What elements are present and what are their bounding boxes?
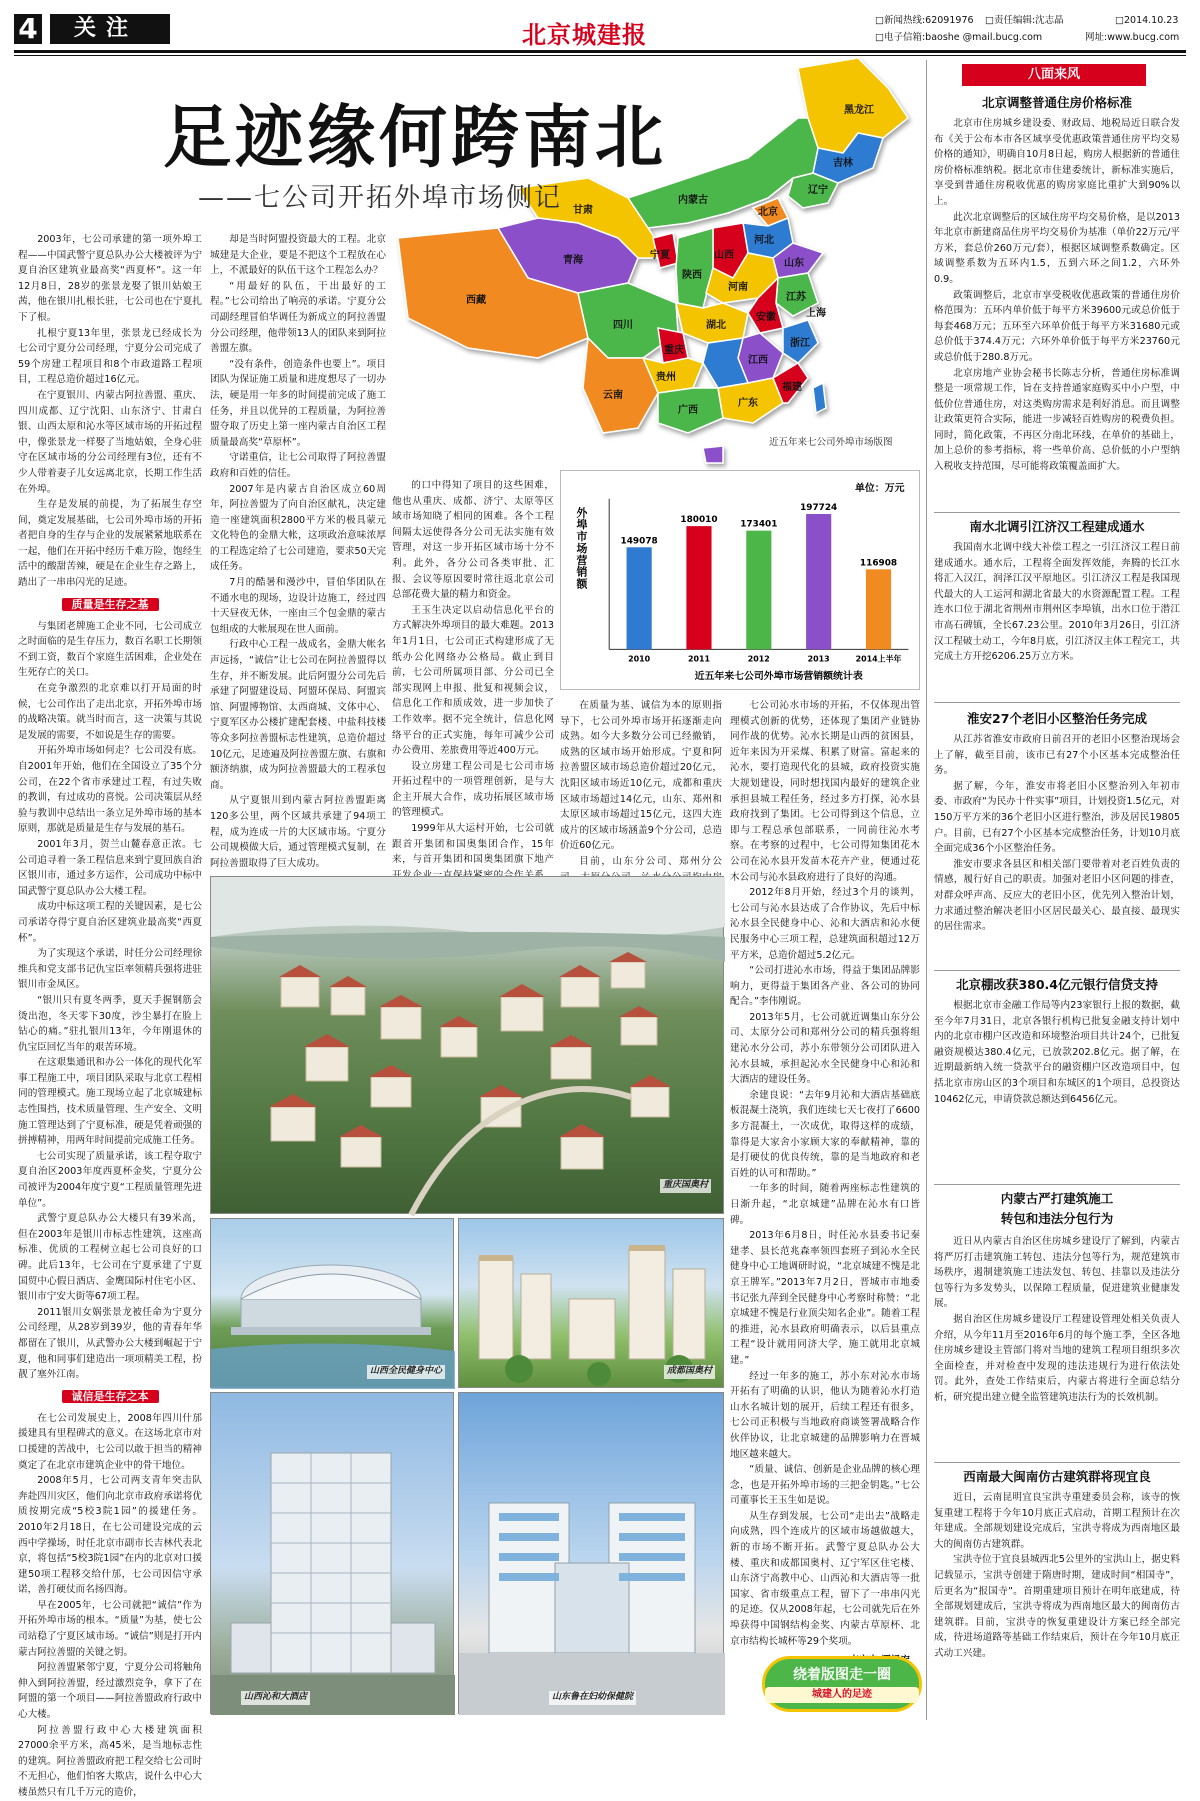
map-label: 辽宁	[808, 185, 828, 196]
photo-caption: 成都国奥村	[664, 1365, 715, 1379]
news-body	[934, 1490, 1180, 1716]
paragraph: 从江苏省淮安市政府日前召开的老旧小区整治现场会上了解，截至目前，该市已有27个小区基本完成整治任务。	[934, 734, 1180, 777]
paragraph: 在质量为基、诚信为本的原则指导下，七公司外埠市场开拓逐渐走向成熟。如今大多数分公司已经撤销，成熟的区域市场开始形成。宁夏和阿拉善盟区域市场总造价超过20亿元，沈阳区域市场近10亿元，成都和重庆区域市场超过14亿元，山东、郑州和太原区域市场超过15亿元，这四大连成片的区域市场涵盖9个分公司，总造价近60亿元。	[560, 700, 722, 852]
paragraph: 政策调整后，北京市享受税收优惠政策的普通住房价格范围为：五环内单价低于每平方米39600元或总价低于每套468万元；五环至六环单价低于每平方米31680元或总价低于374.4万元；六环外单价低于每平方米23760元或总价低于280.8万元。	[934, 289, 1180, 363]
chart-value-label: 197724	[800, 503, 838, 514]
map-label: 广西	[678, 405, 698, 416]
paragraph: 经过一年多的施工，苏小东对沁水市场开拓有了明确的认识，他认为随着沁水打造山水名城计划的展开，后续工程还有很多，七公司正积极与当地政府商谈签署战略合作伙伴协议，让北京城建的品牌影响力在晋城地区越来越大。	[730, 1370, 920, 1460]
paragraph: “没有条件，创造条件也要上”。项目团队为保证施工质量和进度想尽了一切办法，硬是用一年多的时间提前完成了施工任务，并且以优异的工程质量，为阿拉善盟夺取了历史上第一座内蒙古自治区工程质量最高奖“草原杯”。	[210, 358, 386, 448]
photo-shanxi-fitness-center	[210, 1218, 454, 1388]
right-column-tag: 八面来风	[962, 64, 1146, 86]
divider	[934, 1462, 1180, 1463]
map-label: 浙江	[790, 338, 810, 349]
paragraph: 2001年3月，贺兰山麓春意正浓。七公司追寻着一条工程信息来到宁夏回族自治区银川市，通过多方运作，公司成功中标中国武警宁夏总队办公大楼工程。	[18, 838, 202, 897]
map-region-taiwan	[813, 383, 826, 413]
map-label: 福建	[782, 382, 802, 393]
paragraph: 淮安市要求各县区和相关部门要带着对老百姓负责的情感，履行好自己的职责。加强对老旧小区问题的排查，对群众呼声高、反应大的老旧小区，优先列入整治计划，力求通过整治解决老旧小区居民最关心、最直接、最现实的居住需求。	[934, 858, 1180, 933]
divider	[934, 702, 1180, 703]
photo-caption: 山东鲁在妇幼保健院	[549, 1691, 636, 1705]
map-label: 河北	[754, 235, 774, 246]
promo-badge	[762, 1656, 922, 1712]
paragraph: 与集团老牌施工企业不同，七公司成立之时面临的是生存压力，数百名职工长期领不到工资，数百个家庭生活困难，企业处在生死存亡的关口。	[18, 620, 202, 679]
chart-bar	[686, 526, 711, 649]
map-label: 青海	[563, 255, 583, 266]
paragraph: 一年多的时间，随着两座标志性建筑的日渐升起，“北京城建”品牌在沁水有口皆碑。	[730, 1183, 920, 1226]
paragraph: 的口中得知了项目的这些困难，他也从重庆、成都、济宁、太原等区域市场知晓了相同的困难。各个工程间隔太远使得各分公司无法实施有效管理，对这一步开拓区域市场十分不利。此外，各分公司各类审批、汇报、会议等原因要时常往返北京公司总部花费大量的精力和资金。	[392, 480, 554, 601]
article-column-2	[210, 232, 386, 868]
map-label: 甘肃	[573, 205, 593, 216]
chart-ylabel: 外埠市场营销额	[574, 506, 588, 590]
map-label: 安徽	[756, 312, 776, 323]
paragraph: 生存是发展的前提，为了拓展生存空间，奠定发展基础，七公司外埠市场的开拓者把自身的生存与企业的发展紧紧地联系在一起，他们在开拓中经历千难万险，饱经生活中的酸甜苦辣，硬是在企业生存之路上，踏出了一串串闪光的足迹。	[18, 499, 202, 589]
paragraph: 却是当时阿盟投资最大的工程。北京城建是大企业，要是不把这个工程放在心上，不派最好的队伍干这个工程怎么办？	[210, 234, 386, 277]
promo-line1: 绕着版图走一圈	[793, 1667, 891, 1683]
news-body	[934, 1234, 1180, 1460]
photo-caption: 重庆国奥村	[660, 1179, 711, 1193]
map-label: 江西	[748, 355, 768, 366]
paragraph: 余建良说：“去年9月沁和大酒店基础底板混凝土浇筑，我们连续七天七夜打了6600多方混凝土，一次成优，取得这样的成绩，靠得是大家舍小家顾大家的奉献精神，靠的是打硬仗的优良传统，靠的是当地政府和老百姓的认可和帮助。”	[730, 1089, 920, 1179]
news-title: 淮安27个老旧小区整治任务完成	[967, 711, 1147, 726]
paragraph: 行政中心工程一战成名，金鼎大帐名声远扬，“诚信”让七公司在阿拉善盟得以生存，并不断发展。此后阿盟分公司先后承建了阿盟建设局、阿盟环保局、阿盟宾馆、阿盟博物馆、太西商城、文体中心、宁夏军区办公楼扩建配套楼、中盐科技楼等众多阿拉善盟标志性建筑，总造价超过10亿元，足迹遍及阿拉善盟左旗、右旗和额济纳旗，成为阿拉善盟最大的工程承包商。	[210, 639, 386, 791]
divider	[934, 512, 1180, 513]
article-column-1	[18, 232, 202, 1798]
map-label: 四川	[613, 320, 633, 331]
news-title-line2: 转包和违法分包行为	[1000, 1211, 1114, 1226]
paragraph: 早在2005年，七公司就把“诚信”作为开拓外埠市场的根本。“质量”为基，使七公司站稳了宁夏区域市场。“诚信”则是打开内蒙古阿拉善盟的关键之钥。	[18, 1599, 202, 1658]
chart-title: 近五年来七公司外埠市场营销额统计表	[694, 671, 863, 683]
photo-illustration	[211, 1219, 455, 1389]
section-label: 关注	[50, 14, 170, 44]
news-body	[934, 732, 1180, 970]
news-body	[934, 116, 1180, 512]
chart-value-label: 180010	[680, 515, 718, 526]
paragraph: 为了实现这个承诺，时任分公司经理徐维兵和党支部书记仇宝臣率领精兵强将进驻银川市金凤区。	[18, 948, 202, 991]
paragraph: 7月的酷暑和漫沙中，冒伯华团队在不通水电的现场，边设计边施工，经过四十天昼夜无休，一座由三个包金鼎的蒙古包组成的大帐展现在世人面前。	[210, 577, 386, 635]
paragraph: 成功中标这项工程的关键因素，是七公司承诺夺得宁夏自治区建筑业最高奖“西夏杯”。	[18, 901, 202, 944]
chart-bar	[806, 514, 831, 649]
section-subtitle: 诚信是生存之本	[18, 1388, 202, 1406]
paragraph: 守诺重信，让七公司取得了阿拉善盟政府和百姓的信任。	[210, 452, 386, 479]
paragraph: 近日，云南昆明宜良宝洪寺重建委员会称，该寺的恢复重建工程将于今年10月底正式启动，首期工程预计在次年建成。全部规划建设完成后，宝洪寺将成为西南地区最大的闽南仿古建筑群。	[934, 1492, 1180, 1550]
chart-value-label: 149078	[620, 536, 658, 547]
map-label: 北京	[758, 207, 778, 218]
paragraph: 根据北京市金融工作局等内23家银行上报的数据，截至今年7月31日，北京各银行机构已批复金融支持计划中内的北京市棚户区改造和环境整治项目共计24个，已批复融资规模达380.4亿元，已放款202.8亿元。据了解，在近期最新纳入统一贷款平台的融资棚户区改造项目中，包括北京市房山区的3个项目和东城区的1个项目，总投资达10462亿元，申请贷款总额达到6456亿元。	[934, 1000, 1180, 1105]
paragraph: 2013年6月8日，时任沁水县委书记秦建孝、县长范兆森率领四套班子到沁水全民健身中心工地调研时说，“北京城建不愧是北京王牌军。”2013年7月2日，晋城市市地委书记张九萍到全民健身中心考察时称赞：“北京城建不愧是行业顶尖知名企业”。随着工程的推进，沁水县政府明确表示，以后县重点工程“设计就用同济大学，施工就用北京城建。”	[730, 1230, 920, 1366]
header-rule	[14, 50, 1186, 53]
paragraph: 2013年5月，七公司就近调集山东分公司、太原分公司和郑州分公司的精兵强将组建沁水分公司，苏小东带领分公司团队进入沁水县城，承担起沁水全民健身中心和沁和大酒店的建设任务。	[730, 1011, 920, 1086]
news-title: 南水北调引江济汉工程建成通水	[969, 519, 1145, 534]
paragraph: 宝洪寺位于宜良县城西北5公里外的宝洪山上，据史料记载显示，宝洪寺创建于隋唐时期，建成时间“相国寺”，后更名为“报国寺”。首期重建项目预计在明年底建成，待全部规划建成后，宝洪寺将成为西南地区最大的闽南仿古建筑群。目前，宝洪寺的恢复重建设计方案已经全部完成，待进场道路等基础工作结束后，预计在今年10月底正式动工兴建。	[934, 1554, 1180, 1659]
paragraph: “公司打进沁水市场，得益于集团品牌影响力，更得益于集团各产业、各公司的协同配合。”李伟刚说。	[730, 965, 920, 1008]
paragraph: 我国南水北调中线大补偿工程之一引江济汉工程日前建成通水。通水后，工程将全面发挥效能，奔腾的长江水将汇入汉江，润泽江汉平原地区。引江济汉工程是我国现代最大的人工运河和湖北省最大的水资源配置工程。工程连水口位于湖北省荆州市荆州区李埠镇，出水口位于潜江市高石碑镇，全长67.23公里。2010年3月26日，引江济汉工程破土动工，今年8月底，引江济汉主体工程完工，共完成土方开挖6206.25万立方米。	[934, 542, 1180, 663]
chart-category-label: 2011	[687, 654, 710, 664]
paragraph: 2007年是内蒙古自治区成立60周年，阿拉善盟为了向自治区献礼，决定建造一座建筑面积2800平方米的极具蒙元文化特色的金鼎大帐，这项政治意味浓厚的工程选定给了七公司建造，要求50天完成任务。	[210, 483, 386, 573]
map-label: 云南	[603, 390, 623, 401]
paragraph: 从宁夏银川到内蒙古阿拉善盟距离120多公里，两个区域共承建了94项工程，成为连成一片的大区域市场。宁夏分公司规模做大后，通过管理模式复制，在阿拉善盟取得了巨大成功。	[210, 795, 386, 869]
map-label: 内蒙古	[678, 195, 708, 206]
chart-value-label: 116908	[859, 558, 898, 569]
article-column-4	[560, 698, 722, 870]
chart-category-label: 2014上半年	[855, 654, 902, 664]
paragraph: 北京房地产业协会秘书长陈志分析，普通住房标准调整是一项常规工作，旨在支持普通家庭购买中小户型，中低价位普通住房，对这类购房需求是利好消息。而且调整让政策更符合实际，能进一步减轻百姓购房的税费负担。同时，简化政策，不再区分南北环线，在单价的基础上，加上总价的参考指标，将一些单价高、总价低的小户型纳入税收支持范围，尽可能将政策覆盖面扩大。	[934, 367, 1180, 473]
article-column-5	[730, 698, 920, 1718]
promo-line2: 城建人的足迹	[765, 1687, 919, 1703]
news-hotline: □新闻热线:62091976	[875, 15, 974, 26]
news-body	[934, 998, 1180, 1182]
website[interactable]: 网址:www.bucg.com	[1085, 32, 1180, 43]
photo-illustration	[459, 1219, 725, 1389]
header-rule-thin	[14, 55, 1186, 56]
map-label: 宁夏	[650, 250, 670, 261]
map-label: 吉林	[833, 158, 853, 169]
map-label: 黑龙江	[844, 105, 874, 116]
headline: 足迹缘何跨南北	[163, 98, 668, 178]
map-caption: 近五年来七公司外埠市场版图	[769, 437, 893, 448]
paragraph: 据了解，今年，淮安市将老旧小区整治列入年初市委、市政府“为民办十件实事”项目，计划投资1.5亿元，对150万平方米的36个老旧小区进行整治，涉及居民19805户。目前，已有27个小区基本完成整治任务，计划10月底全面完成36个小区整治任务。	[934, 780, 1180, 855]
map-label: 上海	[806, 308, 826, 319]
paragraph: 武警宁夏总队办公大楼只有39米高，但在2003年是银川市标志性建筑，这座高标准、优质的工程树立起七公司良好的口碑。此后13年，七公司在宁夏承建了宁夏国贸中心假日酒店、金鹰国际村住宅小区、银川市宁安大街等67项工程。	[18, 1213, 202, 1303]
paragraph: 在这艰集通讯和办公一体化的现代化军事工程施工中，项目团队采取与北京工程相同的管理模式。施工现场立起了北京城建标志性围挡，技术质量管理、生产安全、文明施工管理达到了宁夏标准，硬是凭着顽强的拼搏精神，用两年时间提前完成施工任务。	[18, 1057, 202, 1147]
chart-unit: 单位：万元	[855, 482, 905, 494]
paragraph: 七公司实现了质量承诺，该工程夺取宁夏自治区2003年度西夏杯金奖，宁夏分公司被评为2004年度宁夏“工程质量管理先进单位”。	[18, 1150, 202, 1209]
page-number: 4	[14, 14, 42, 44]
divider	[934, 970, 1180, 971]
map-label: 山东	[784, 258, 804, 269]
email[interactable]: □电子信箱:baoshe @mail.bucg.com	[875, 32, 1043, 43]
map-label: 重庆	[664, 345, 684, 356]
map-label: 河南	[728, 282, 748, 293]
map-label: 湖北	[706, 320, 726, 331]
photo-illustration	[459, 1393, 725, 1715]
paragraph: 北京市住房城乡建设委、财政局、地税局近日联合发布《关于公布本市各区域享受优惠政策普通住房平均交易价格的通知》，明确自10月8日起，购房人根据新的普通住房价格标准纳税。据北京市住建委统计，新标准实施后，享受到普通住房税收优惠的购房家庭比重扩大到90%以上。	[934, 118, 1180, 207]
paragraph: 王玉生决定以启动信息化平台的方式解决外埠项目的最大难题。2013年1月1日，七公司正式构建形成了无纸办公化网络办公格局。截止到目前，七公司所属项目部、分公司已全部实现网上申报、批复和视频会议，信息化工作和质成效，进一步加快了工作效率。据不完全统计，信息化网络平台的正式实施，每年可减少公司办公费用、差旅费用等近400万元。	[392, 604, 554, 757]
paragraph: 据自治区住房城乡建设厅工程建设管理处相关负责人介绍，从今年11月至2016年6月的每个施工季，全区各地住房城乡建设主管部门将对当地的建筑工程项目组织多次全面检查，并对检查中发现的违法违规行为进行依法处罚。此外，查处工作结束后，内蒙古将进行全面总结分析，研究提出建立健全监管建筑违法行为的长效机制。	[934, 1313, 1180, 1403]
section-subtitle: 质量是生存之基	[18, 596, 202, 614]
newspaper-name: 北京城建报	[522, 20, 647, 49]
chart-category-label: 2012	[747, 654, 770, 664]
photo-shanxi-qinhe-hotel	[210, 1392, 454, 1714]
news-title: 北京调整普通住房价格标准	[981, 95, 1132, 110]
paragraph: 1999年从大运村开始，七公司就跟首开集团和国奥集团合作，15年来，与首开集团和国奥集团旗下地产	[392, 823, 554, 866]
photo-caption: 山西沁和大酒店	[241, 1691, 310, 1705]
map-region-shaanxi	[676, 228, 713, 308]
chart-category-label: 2010	[628, 654, 651, 664]
editor: □责任编辑:沈志晶	[985, 15, 1064, 26]
paragraph: “银川只有夏冬两季，夏天手握钢筋会烫出泡，冬天零下30度，沙尘暴打在脸上钻心的痛。”驻扎银川13年，今年刚退休的仇宝臣回忆当年的艰苦环境。	[18, 994, 202, 1053]
subheadline: ——七公司开拓外埠市场侧记	[198, 183, 563, 213]
paragraph: 此次北京调整后的区域住房平均交易价格，是以2013年北京市新建商品住房平均交易价为基准（单价22万元/平方米，套总价260万元/套），根据区域调整系数确定。区域调整系数为五环内1.5，五到六环之间1.2，六环外0.9。	[934, 211, 1180, 285]
chart-value-label: 173401	[740, 519, 778, 530]
paragraph: 阿拉善盟行政中心大楼建筑面积27000余平方米，高45米，是当地标志性的建筑。阿拉善盟政府把工程交给七公司时不无担心，他们怕客大欺店，说什么中心大楼虽然只有几千万元的造价，	[18, 1724, 202, 1798]
news-title: 内蒙古严打建筑施工	[1000, 1191, 1114, 1206]
paragraph: 2012年8月开始，经过3个月的谈判，七公司与沁水县达成了合作协议，先后中标沁水县全民健身中心、沁和大酒店和沁水便民服务中心三项工程，总建筑面积超过12万平方米，总造价超过5.2亿元。	[730, 887, 920, 961]
chart-bar	[746, 531, 771, 650]
map-label: 贵州	[656, 372, 676, 383]
map-label: 江苏	[786, 292, 806, 303]
issue-date: □2014.10.23	[1115, 15, 1179, 26]
paragraph: 七公司沁水市场的开拓，不仅体现出管理模式创新的优势，还体现了集团产业链协同作战的优势。沁水长期是山西的贫困县，近年来因为开采煤、积累了财富。富起来的沁水，要打造现代化的县城，政府投资实施大规划建设，同时想找国内最好的建筑企业承担县城工程任务，经过多方打探，沁水县政府找到了集团。七公司得到这个信息，立即与工程总承包部联系，一同前往沁水考察。在考察的过程中，七公司得知集团花木公司在沁水县开发苗木花卉产业，便通过花木公司与沁水县政府进行了良好的沟通。	[730, 700, 920, 883]
news-body	[934, 540, 1180, 700]
paragraph: 2008年5月，七公司两支青年突击队奔赴四川灾区，他们向北京市政府承诺将优质按期完成“5校3院1园”的援建任务。2010年2月18日，在七公司建设完成的云西中学操场，时任北京市副市长吉林代表北京，将包括“5校3院1园”在内的北京对口援建50项工程移交给什邡，七公司因信守承诺，善打硬仗而名扬四海。	[18, 1475, 202, 1596]
paragraph: “用最好的队伍，干出最好的工程。”七公司给出了响亮的承诺。宁夏分公司副经理冒伯华调任为新成立的阿拉善盟分公司经理，他带领13人的团队来到阿拉善盟左旗。	[210, 280, 386, 355]
paragraph: 设立房建工程公司是七公司市场开拓过程中的一项管理创新，是与大企主开展大合作，成功拓展区域市场的管理模式。	[392, 760, 554, 819]
chart-bar	[866, 569, 891, 649]
map-region-hainan	[703, 446, 723, 463]
photo-illustration	[211, 1393, 455, 1715]
photo-chengdu-olympic-village	[458, 1218, 724, 1388]
photo-shandong-hospital	[458, 1392, 724, 1714]
news-title: 西南最大闽南仿古建筑群将现宜良	[963, 1469, 1151, 1484]
map-label: 广东	[738, 398, 758, 409]
paragraph: 目前，山东分公司、郑州分公	[579, 855, 722, 867]
photo-chongqing-olympic-village	[210, 876, 724, 1214]
paragraph: 在七公司发展史上，2008年四川什邡援建具有里程碑式的意义。在这场北京市对口援建的苦战中，七公司以敢于担当的精神奠定了在北京市建筑企业中的骨干地位。	[18, 1412, 202, 1471]
article-column-3	[392, 478, 554, 868]
map-label: 陕西	[682, 270, 702, 281]
paragraph: 在竞争激烈的北京难以打开局面的时候，七公司作出了走出北京，开拓外埠市场的战略决策。就当时而言，这一决策与其说是发展的需要，不如说是生存的需要。	[18, 683, 202, 741]
photo-caption: 山西全民健身中心	[367, 1365, 445, 1379]
chart-bar	[627, 547, 652, 649]
news-title: 北京棚改获380.4亿元银行信贷支持	[955, 977, 1159, 992]
divider	[934, 1184, 1180, 1185]
paragraph: 近日从内蒙古自治区住房城乡建设厅了解到，内蒙古将严厉打击建筑施工转包、违法分包等行为，规范建筑市场秩序，遏制建筑施工违法发包、转包、挂靠以及违法分包等行为多发势头，以保障工程质量，促进建筑业健康发展。	[934, 1236, 1180, 1310]
paragraph: 在宁夏银川、内蒙古阿拉善盟、重庆、四川成都、辽宁沈阳、山东济宁、甘肃白银、山西太原和沁水等区域市场的开拓过程中，像张景龙一样娶了当地姑娘，全身心驻守在区域市场的分公司经理有3位，还有不少人带着妻子儿女远离北京，长期工作生活在外埠。	[18, 389, 202, 495]
photo-illustration	[211, 877, 725, 1215]
map-label: 西藏	[466, 295, 486, 306]
paragraph: 2011银川女娲张景龙被任命为宁夏分公司经理，从28岁到39岁，他的青春年华都留在了银川，从武警办公大楼到崛起于宁夏，他和同事们建造出一项项精美工程，扮靓了塞外江南。	[18, 1306, 202, 1381]
map-label: 山西	[714, 250, 734, 261]
paragraph: 扎根宁夏13年里，张景龙已经成长为七公司宁夏分公司经理，宁夏分公司完成了59个房建工程项目和8个市政道路工程项目，工程总造价超过16亿元。	[18, 327, 202, 386]
paragraph: 从生存到发展，七公司“走出去”战略走向成熟，四个连成片的区域市场越做越大，新的市场不断开拓。武警宁夏总队办公大楼、重庆和成都国奥村、辽宁军区住宅楼、山东济宁高教中心、山西沁和大酒店等一批国家、省市级重点工程，留下了一串串闪光的足迹。仅从2008年起，七公司就先后在外埠获得中国钢结构金奖、内蒙古草原杯、北京市结构长城杯等29个奖项。	[730, 1510, 920, 1647]
paragraph: 阿拉善盟紧邻宁夏，宁夏分公司将触角伸入到阿拉善盟，经过激烈竞争，拿下了在阿盟的第一个项目——阿拉善盟政府行政中心大楼。	[18, 1662, 202, 1721]
chart-category-label: 2013	[807, 654, 830, 664]
paragraph: 开拓外埠市场如何走？七公司没有底。自2001年开始，他们在全国设立了35个分公司，在22个省市承建过工程，有过失败的教训，有过成功的喜悦。公司决策层从经验与教训中总结出一条立足外埠市场的基本原则，那就是质量是生存与发展的基石。	[18, 745, 202, 835]
marketing-bar-chart	[560, 470, 920, 690]
paragraph: 2003年，七公司承建的第一项外埠工程——中国武警宁夏总队办公大楼被评为宁夏自治区建筑业最高奖“西夏杯”。这一年12月8日，28岁的张景龙娶了银川姑娘王茜，他在银川扎根长驻，七公司也在宁夏扎下了根。	[18, 234, 202, 323]
paragraph: “质量、诚信、创新是企业品牌的核心理念，也是开拓外埠市场的三把金钥匙。”七公司董事长王玉生如是说。	[730, 1464, 920, 1507]
